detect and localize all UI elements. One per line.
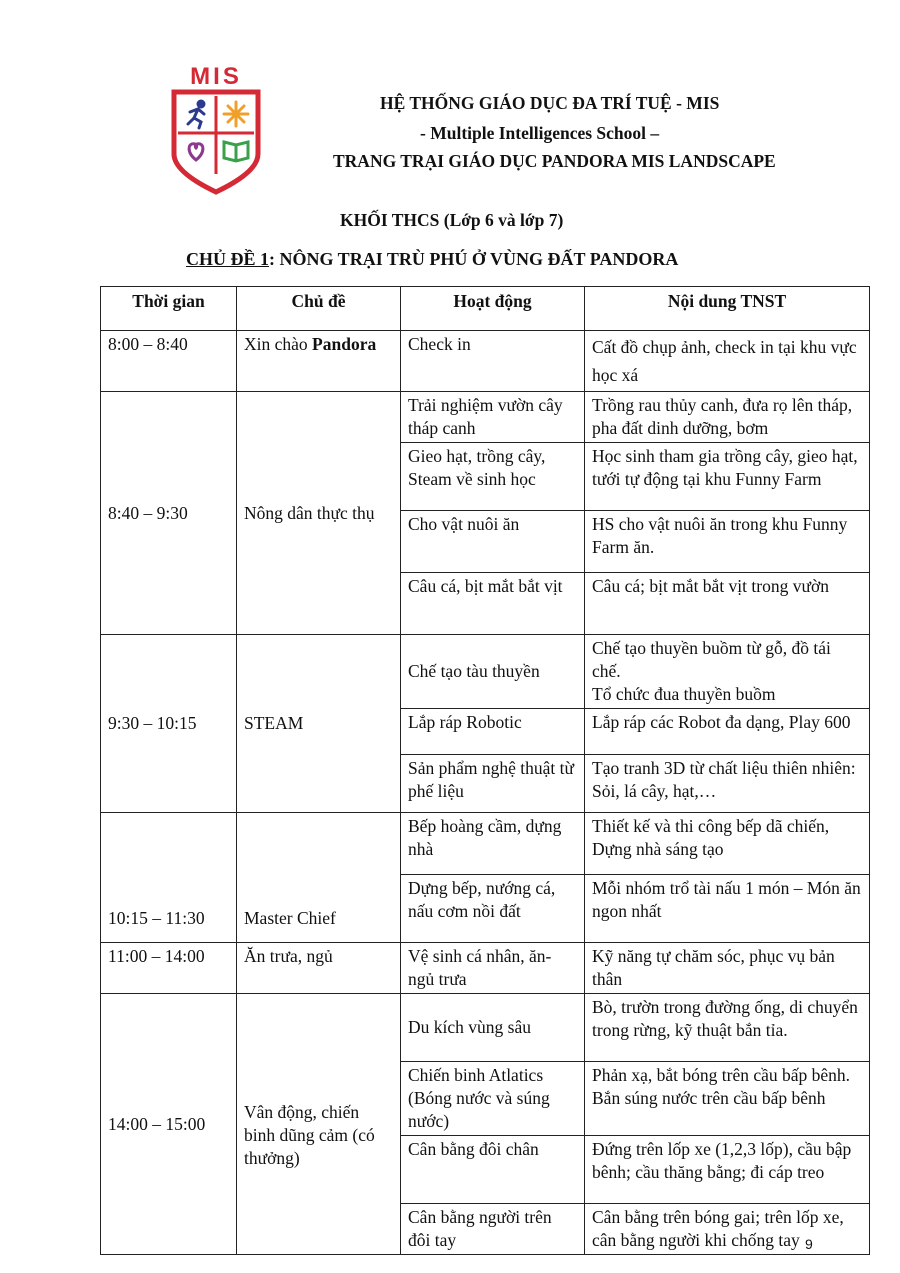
theme-bold-text: Pandora	[312, 334, 377, 354]
grade-title: KHỐI THCS (Lớp 6 và lớp 7)	[340, 210, 564, 230]
theme-cell: Master Chief	[237, 813, 401, 943]
content-cell: Học sinh tham gia trồng cây, gieo hạt, tưới tự động tại khu Funny Farm	[585, 443, 870, 511]
time-cell: 14:00 – 15:00	[101, 994, 237, 1255]
content-cell	[585, 635, 870, 709]
col-header-time: Thời gian	[101, 287, 237, 331]
activity-cell: Câu cá, bịt mắt bắt vịt	[401, 573, 585, 635]
col-header-content: Nội dung TNST	[585, 287, 870, 331]
time-cell: 11:00 – 14:00	[101, 943, 237, 994]
content-line: Chế tạo thuyền buồm từ gỗ, đồ tái chế.	[592, 638, 831, 681]
theme-cell: STEAM	[237, 635, 401, 813]
theme-cell	[237, 331, 401, 392]
activity-cell: Trải nghiệm vườn cây tháp canh	[401, 392, 585, 443]
activity-cell: Chiến binh Atlatics (Bóng nước và súng nước)	[401, 1062, 585, 1136]
activity-cell: Lắp ráp Robotic	[401, 709, 585, 755]
activity-cell: Cân bằng đôi chân	[401, 1136, 585, 1204]
content-cell: HS cho vật nuôi ăn trong khu Funny Farm ăn.	[585, 511, 870, 573]
table-row	[101, 392, 870, 443]
activity-cell: Chế tạo tàu thuyền	[401, 635, 585, 709]
table-header-row	[101, 287, 870, 331]
content-cell: Cất đồ chụp ảnh, check in tại khu vực học xá	[585, 331, 870, 392]
activity-cell: Sản phẩm nghệ thuật từ phế liệu	[401, 755, 585, 813]
content-cell: Kỹ năng tự chăm sóc, phục vụ bản thân	[585, 943, 870, 994]
table-row	[101, 994, 870, 1062]
time-cell: 10:15 – 11:30	[101, 813, 237, 943]
content-line: Tổ chức đua thuyền buồm	[592, 684, 776, 704]
sun-icon	[224, 102, 248, 126]
topic-title	[186, 249, 900, 270]
theme-cell: Nông dân thực thụ	[237, 392, 401, 635]
schedule-table	[100, 286, 870, 1255]
time-cell: 8:00 – 8:40	[101, 331, 237, 392]
activity-cell: Bếp hoàng cầm, dựng nhà	[401, 813, 585, 875]
content-cell: Câu cá; bịt mắt bắt vịt trong vườn	[585, 573, 870, 635]
farm-name: TRANG TRẠI GIÁO DỤC PANDORA MIS LANDSCAPE	[333, 151, 776, 171]
content-cell: Đứng trên lốp xe (1,2,3 lốp), cầu bập bênh; cầu thăng bằng; đi cáp treo	[585, 1136, 870, 1204]
mis-logo	[168, 62, 264, 196]
time-cell: 8:40 – 9:30	[101, 392, 237, 635]
table-row	[101, 635, 870, 709]
activity-cell: Vệ sinh cá nhân, ăn-ngủ trưa	[401, 943, 585, 994]
theme-cell: Vân động, chiến binh dũng cảm (có thưởng)	[237, 994, 401, 1255]
col-header-theme: Chủ đề	[237, 287, 401, 331]
content-cell: Lắp ráp các Robot đa dạng, Play 600	[585, 709, 870, 755]
activity-cell: Dựng bếp, nướng cá, nấu cơm nồi đất	[401, 875, 585, 943]
activity-cell: Cho vật nuôi ăn	[401, 511, 585, 573]
table-row	[101, 813, 870, 875]
content-cell: Phản xạ, bắt bóng trên cầu bấp bênh. Bắn súng nước trên cầu bấp bênh	[585, 1062, 870, 1136]
topic-label: CHỦ ĐỀ 1	[186, 249, 270, 269]
activity-cell: Check in	[401, 331, 585, 392]
activity-cell: Du kích vùng sâu	[401, 994, 585, 1062]
svg-text:MIS: MIS	[190, 63, 242, 90]
theme-cell: Ăn trưa, ngủ	[237, 943, 401, 994]
table-row	[101, 943, 870, 994]
org-title: HỆ THỐNG GIÁO DỤC ĐA TRÍ TUỆ - MIS	[380, 93, 720, 113]
topic-text: : NÔNG TRẠI TRÙ PHÚ Ở VÙNG ĐẤT PANDORA	[269, 249, 679, 269]
activity-cell: Gieo hạt, trồng cây, Steam về sinh học	[401, 443, 585, 511]
content-cell: Bò, trườn trong đường ống, di chuyển trong rừng, kỹ thuật bắn tỉa.	[585, 994, 870, 1062]
content-cell: Mỗi nhóm trổ tài nấu 1 món – Món ăn ngon nhất	[585, 875, 870, 943]
theme-text: Xin chào	[244, 334, 313, 354]
school-name: - Multiple Intelligences School –	[420, 123, 660, 143]
table-row	[101, 331, 870, 392]
content-cell: Trồng rau thủy canh, đưa rọ lên tháp, pha đất dinh dưỡng, bơm	[585, 392, 870, 443]
col-header-activity: Hoạt động	[401, 287, 585, 331]
activity-cell: Cân bằng người trên đôi tay	[401, 1204, 585, 1255]
page-number: 9	[805, 1236, 813, 1252]
content-cell: Thiết kế và thi công bếp dã chiến, Dựng nhà sáng tạo	[585, 813, 870, 875]
content-cell: Tạo tranh 3D từ chất liệu thiên nhiên: Sỏi, lá cây, hạt,…	[585, 755, 870, 813]
time-cell: 9:30 – 10:15	[101, 635, 237, 813]
content-cell: Cân bằng trên bóng gai; trên lốp xe, cân bằng người khi chống tay	[585, 1204, 870, 1255]
